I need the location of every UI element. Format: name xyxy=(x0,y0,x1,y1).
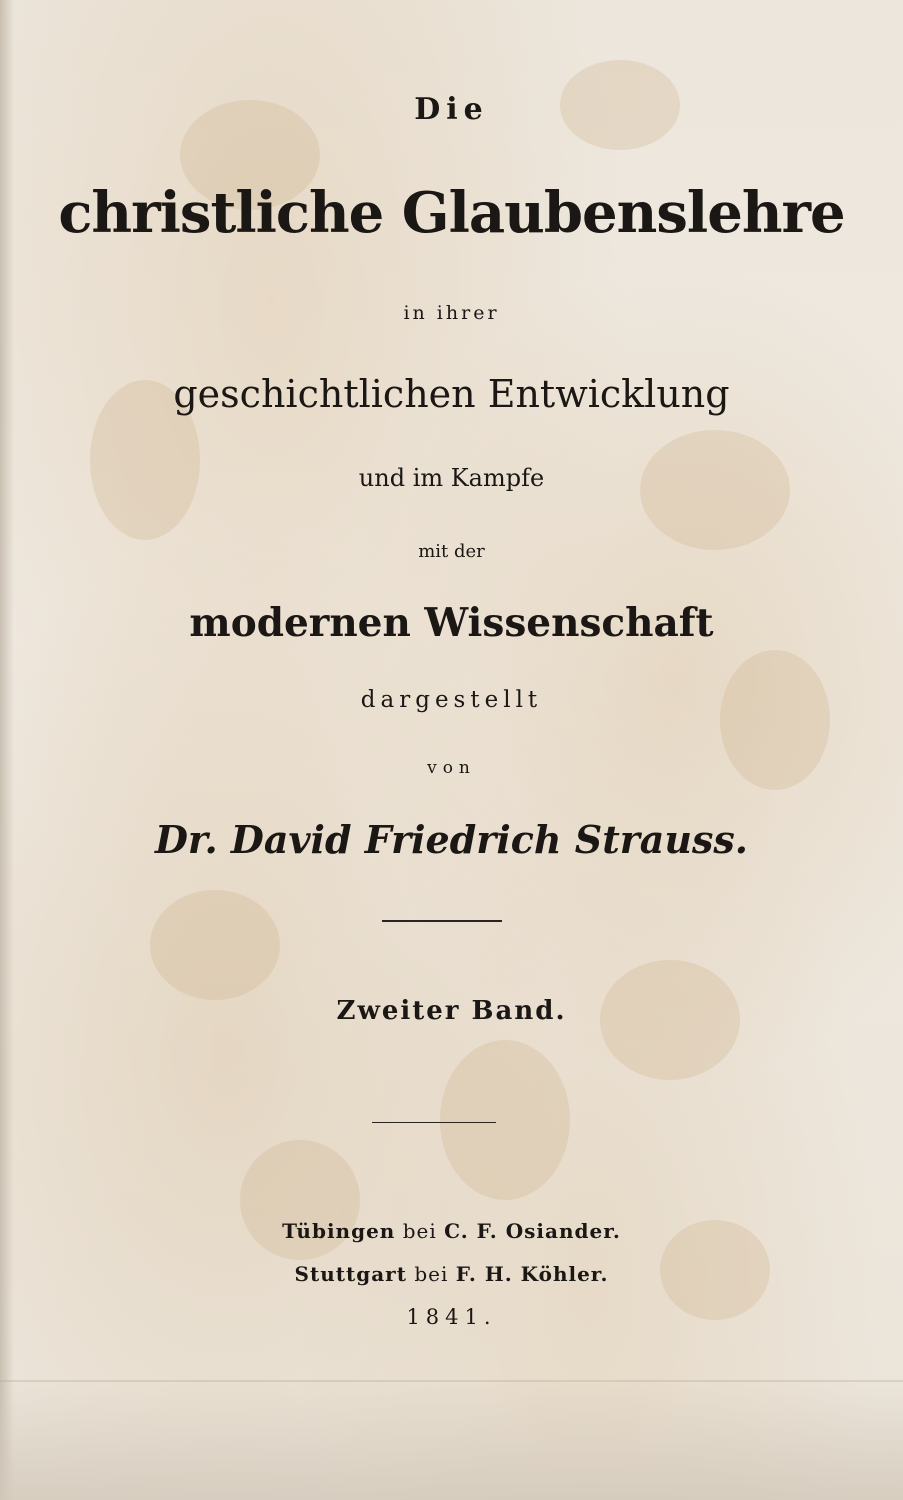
title-line-die: Die xyxy=(414,92,489,127)
publisher-name: F. H. Köhler. xyxy=(455,1262,609,1286)
page-bottom-shadow xyxy=(0,1380,903,1500)
volume-label: Zweiter Band. xyxy=(336,996,567,1026)
publisher-bei: bei xyxy=(402,1219,437,1243)
publisher-line-2 xyxy=(0,1262,903,1286)
subtitle-in-ihrer: in ihrer xyxy=(403,302,500,324)
foxing-spot xyxy=(150,890,280,1000)
publisher-line-1 xyxy=(0,1219,903,1243)
subtitle-geschichtlichen: geschichtlichen Entwicklung xyxy=(173,372,730,416)
publisher-city: Stuttgart xyxy=(294,1262,407,1286)
subtitle-und-im-kampfe: und im Kampfe xyxy=(358,464,545,492)
author-name: Dr. David Friedrich Strauss. xyxy=(154,817,749,862)
subtitle-mit-der: mit der xyxy=(418,541,485,562)
main-title: christliche Glaubenslehre xyxy=(58,180,845,246)
page-fold xyxy=(0,1380,903,1382)
publisher-city: Tübingen xyxy=(282,1219,396,1243)
publisher-name: C. F. Osiander. xyxy=(444,1219,621,1243)
subtitle-modernen: modernen Wissenschaft xyxy=(189,600,714,646)
von-text: von xyxy=(427,758,476,778)
divider-rule xyxy=(372,1122,496,1123)
publisher-bei: bei xyxy=(414,1262,449,1286)
dargestellt-text: dargestellt xyxy=(360,687,543,713)
foxing-spot xyxy=(440,1040,570,1200)
divider-rule xyxy=(382,920,502,922)
publication-year: 1841. xyxy=(406,1305,497,1329)
